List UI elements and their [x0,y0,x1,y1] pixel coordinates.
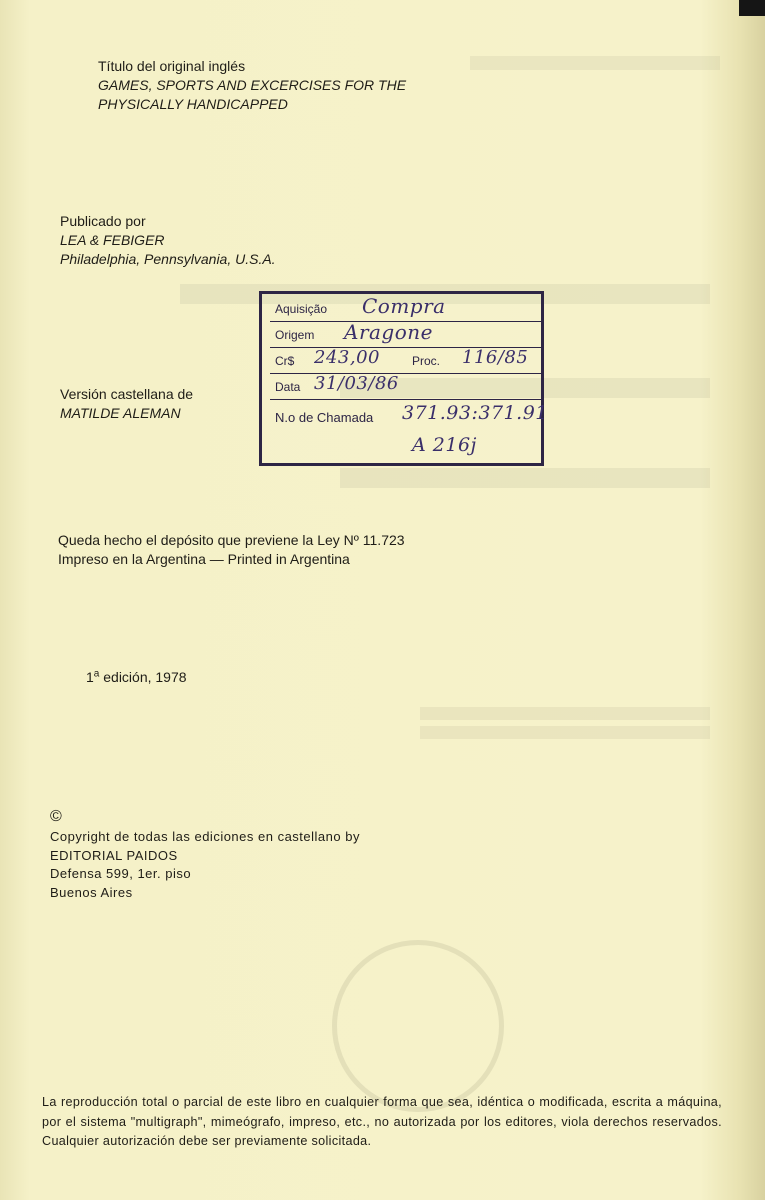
show-through-line [420,707,710,720]
publisher-block [60,212,276,269]
date-label: Data [275,380,301,394]
edition-line [86,668,187,687]
copyright-line: Copyright de todas las ediciones en castellano by [50,829,360,844]
dark-corner [739,0,765,16]
original-title-block [98,57,406,114]
legal-notice: La reproducción total o parcial de este libro en cualquier forma que sea, idéntica o modificada, escrita a máquina, por el sistema "multigraph", mimeógrafo, impreso, etc., no autorizada por los editores, viola derechos reservados. Cualquier autorización debe ser previamente solicitada. [42,1095,722,1148]
edition-block [86,668,187,687]
show-through-line [470,56,720,70]
original-title-line1: GAMES, SPORTS AND EXCERCISES FOR THE [98,77,407,93]
edition-superscript: a [93,668,100,680]
process-value: 116/85 [462,347,529,368]
deposit-block [58,531,405,569]
edition-text: edición, 1978 [99,669,187,685]
copyright-city: Buenos Aires [50,884,133,900]
copyright-block [50,806,360,902]
call-number-value: 371.93:371.91 [402,402,548,424]
call-number-value-2: A 216j [412,434,477,456]
translation-block [60,385,193,423]
stamp-row-date [270,374,541,400]
publisher-location: Philadelphia, Pennsylvania, U.S.A. [60,251,276,267]
date-value: 31/03/86 [314,373,399,394]
edition-number: 1 [86,669,94,685]
acquisition-value: Compra [362,294,446,318]
show-through-seal [332,940,504,1112]
process-label: Proc. [412,354,441,368]
show-through-line [420,726,710,739]
publisher-label: Publicado por [60,213,146,229]
library-stamp [259,291,548,466]
translation-label: Versión castellana de [60,386,194,402]
deposit-line1: Queda hecho el depósito que previene la Ley Nº 11.723 [58,532,405,548]
copyright-publisher: EDITORIAL PAIDOS [50,847,178,863]
origin-value: Aragone [344,320,433,344]
copyright-address: Defensa 599, 1er. piso [50,866,192,881]
original-title-line2: PHYSICALLY HANDICAPPED [98,96,288,112]
deposit-line2: Impreso en la Argentina — Printed in Argentina [58,551,350,567]
copyright-symbol: © [50,808,63,825]
publisher-name: LEA & FEBIGER [60,232,165,248]
call-number-label: N.o de Chamada [275,410,374,425]
origin-label: Origem [275,328,315,342]
translator-name: MATILDE ALEMAN [60,405,181,421]
original-title-label: Título del original inglés [98,58,246,74]
acquisition-label: Aquisição [275,302,328,316]
show-through-line [340,468,710,488]
price-label: Cr$ [275,354,295,368]
price-value: 243,00 [314,347,380,368]
